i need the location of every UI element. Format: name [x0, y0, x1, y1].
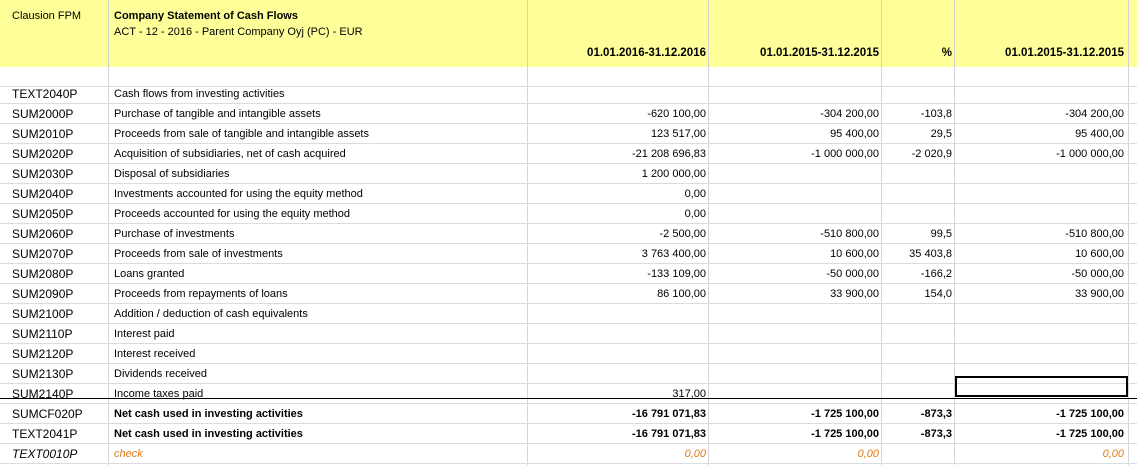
percent-cell[interactable]: [884, 444, 952, 463]
table-row: [0, 424, 1137, 444]
percent-cell[interactable]: [884, 204, 952, 223]
value-2016-cell[interactable]: 86 100,00: [657, 288, 706, 300]
percent-cell[interactable]: -2 020,9: [911, 148, 952, 160]
row-code-cell[interactable]: SUM2060P: [12, 227, 74, 241]
row-code-cell[interactable]: TEXT0010P: [12, 447, 78, 461]
value-2016-cell[interactable]: 0,00: [684, 208, 706, 220]
value-2015-cell[interactable]: [711, 384, 879, 403]
value-2016-cell[interactable]: 3 763 400,00: [641, 248, 706, 260]
value-2015-cell[interactable]: -1 725 100,00: [811, 428, 879, 440]
percent-cell[interactable]: [884, 344, 952, 363]
percent-cell[interactable]: [884, 164, 952, 183]
row-label-cell[interactable]: Cash flows from investing activities: [114, 88, 285, 100]
row-code-cell[interactable]: SUM2030P: [12, 167, 74, 181]
value-2016-cell[interactable]: 123 517,00: [650, 128, 706, 140]
value-2016-cell[interactable]: 0,00: [684, 188, 706, 200]
row-label-cell[interactable]: Addition / deduction of cash equivalents: [114, 308, 308, 320]
row-code-cell[interactable]: SUM2000P: [12, 107, 74, 121]
row-code-cell[interactable]: SUM2070P: [12, 247, 74, 261]
table-row: [0, 104, 1137, 124]
table-row: [0, 84, 1137, 104]
value-2015-cell[interactable]: -50 000,00: [826, 268, 879, 280]
value-2016-cell[interactable]: -620 100,00: [647, 108, 706, 120]
value-2016-cell[interactable]: -2 500,00: [659, 228, 706, 240]
table-row: [0, 184, 1137, 204]
total-rule: [0, 398, 1137, 399]
report-header: [0, 0, 1137, 67]
value-2015-comparison-cell[interactable]: -1 725 100,00: [1056, 428, 1124, 440]
value-2016-cell[interactable]: -133 109,00: [647, 268, 706, 280]
value-2015-cell[interactable]: -1 000 000,00: [811, 148, 879, 160]
value-2016-cell[interactable]: [530, 344, 706, 363]
row-code-cell[interactable]: TEXT2041P: [12, 427, 78, 441]
percent-cell[interactable]: 154,0: [924, 288, 952, 300]
value-2015-cell[interactable]: [711, 84, 879, 103]
value-2015-cell[interactable]: [711, 164, 879, 183]
value-2015-cell[interactable]: 0,00: [857, 448, 879, 460]
percent-cell[interactable]: [884, 304, 952, 323]
row-code-cell[interactable]: SUM2020P: [12, 147, 74, 161]
value-2015-comparison-cell[interactable]: [956, 184, 1124, 203]
table-row: [0, 144, 1137, 164]
table-row: [0, 204, 1137, 224]
row-code-cell[interactable]: SUM2080P: [12, 267, 74, 281]
value-2015-cell[interactable]: 10 600,00: [830, 248, 879, 260]
row-label-cell[interactable]: Income taxes paid: [114, 388, 204, 400]
value-2015-cell[interactable]: [711, 344, 879, 363]
row-label-cell[interactable]: Acquisition of subsidiaries, net of cash acquired: [114, 148, 346, 160]
value-2015-cell[interactable]: [711, 204, 879, 223]
value-2016-cell[interactable]: 0,00: [684, 448, 706, 460]
row-label-cell[interactable]: Investments accounted for using the equity method: [114, 188, 363, 200]
table-row: [0, 124, 1137, 144]
value-2015-comparison-cell[interactable]: -1 725 100,00: [1056, 408, 1124, 420]
row-label-cell[interactable]: Loans granted: [114, 268, 185, 280]
value-2015-comparison-cell[interactable]: -1 000 000,00: [1056, 148, 1124, 160]
percent-cell[interactable]: [884, 84, 952, 103]
value-2015-comparison-cell[interactable]: [956, 204, 1124, 223]
row-label-cell[interactable]: Interest paid: [114, 328, 175, 340]
value-2015-cell[interactable]: -1 725 100,00: [811, 408, 879, 420]
table-row: [0, 444, 1137, 464]
table-row: [0, 404, 1137, 424]
row-label-cell[interactable]: Interest received: [114, 348, 196, 360]
value-2015-comparison-cell[interactable]: [956, 344, 1124, 363]
row-label-cell[interactable]: Proceeds from repayments of loans: [114, 288, 288, 300]
table-row: [0, 304, 1137, 324]
row-code-cell[interactable]: SUMCF020P: [12, 407, 83, 421]
percent-cell[interactable]: [884, 384, 952, 403]
table-row: [0, 324, 1137, 344]
value-2015-comparison-cell[interactable]: -510 800,00: [1065, 228, 1124, 240]
row-label-cell[interactable]: Purchase of investments: [114, 228, 235, 240]
table-row: [0, 164, 1137, 184]
value-2015-comparison-cell[interactable]: [956, 304, 1124, 323]
value-2015-cell[interactable]: [711, 184, 879, 203]
percent-cell[interactable]: [884, 184, 952, 203]
percent-cell[interactable]: 29,5: [930, 128, 952, 140]
value-2015-cell[interactable]: [711, 364, 879, 383]
row-label-cell[interactable]: Net cash used in investing activities: [114, 428, 303, 440]
row-label-cell[interactable]: Proceeds from sale of tangible and intangible assets: [114, 128, 369, 140]
value-2015-comparison-cell[interactable]: [956, 164, 1124, 183]
table-row: [0, 244, 1137, 264]
row-code-cell[interactable]: SUM2120P: [12, 347, 74, 361]
value-2015-comparison-cell[interactable]: [956, 324, 1124, 343]
table-row: [0, 224, 1137, 244]
value-2016-cell[interactable]: -16 791 071,83: [631, 428, 706, 440]
row-code-cell[interactable]: SUM2100P: [12, 307, 74, 321]
percent-cell[interactable]: [884, 364, 952, 383]
percent-cell[interactable]: -873,3: [920, 428, 952, 440]
value-2016-cell[interactable]: [530, 84, 706, 103]
entity-label[interactable]: Clausion FPM: [12, 10, 82, 22]
value-2016-cell[interactable]: [530, 324, 706, 343]
value-2015-cell[interactable]: [711, 324, 879, 343]
column-header-2016[interactable]: 01.01.2016-31.12.2016: [587, 47, 706, 59]
percent-cell[interactable]: [884, 324, 952, 343]
row-label-cell[interactable]: Net cash used in investing activities: [114, 408, 303, 420]
row-label-cell[interactable]: Dividends received: [114, 368, 207, 380]
value-2015-comparison-cell[interactable]: 10 600,00: [1075, 248, 1124, 260]
percent-cell[interactable]: -166,2: [920, 268, 952, 280]
table-row: [0, 344, 1137, 364]
value-2016-cell[interactable]: [530, 304, 706, 323]
report-subtitle[interactable]: ACT - 12 - 2016 - Parent Company Oyj (PC) - EUR: [114, 26, 363, 38]
value-2015-cell[interactable]: [711, 304, 879, 323]
percent-cell[interactable]: -873,3: [920, 408, 952, 420]
value-2015-comparison-cell[interactable]: 95 400,00: [1075, 128, 1124, 140]
row-label-cell[interactable]: Proceeds from sale of investments: [114, 248, 283, 260]
row-label-cell[interactable]: check: [114, 448, 143, 460]
value-2015-cell[interactable]: -304 200,00: [820, 108, 879, 120]
value-2015-comparison-cell[interactable]: -50 000,00: [1071, 268, 1124, 280]
row-code-cell[interactable]: TEXT2040P: [12, 87, 78, 101]
row-code-cell[interactable]: SUM2090P: [12, 287, 74, 301]
column-header-2015-comparison[interactable]: 01.01.2015-31.12.2015: [1005, 47, 1124, 59]
row-label-cell[interactable]: Proceeds accounted for using the equity method: [114, 208, 351, 220]
row-code-cell[interactable]: SUM2010P: [12, 127, 74, 141]
row-code-cell[interactable]: SUM2040P: [12, 187, 74, 201]
value-2016-cell[interactable]: 1 200 000,00: [641, 168, 706, 180]
table-row: [0, 284, 1137, 304]
value-2016-cell[interactable]: -21 208 696,83: [631, 148, 706, 160]
percent-cell[interactable]: 99,5: [930, 228, 952, 240]
value-2015-comparison-cell[interactable]: 33 900,00: [1075, 288, 1124, 300]
value-2015-cell[interactable]: -510 800,00: [820, 228, 879, 240]
column-header-percent[interactable]: %: [941, 47, 952, 59]
value-2015-comparison-cell[interactable]: 0,00: [1102, 448, 1124, 460]
value-2016-cell[interactable]: 317,00: [672, 388, 706, 400]
percent-cell[interactable]: 35 403,8: [909, 248, 952, 260]
row-code-cell[interactable]: SUM2140P: [12, 387, 74, 401]
selected-cell-outline: [955, 376, 1128, 397]
row-code-cell[interactable]: SUM2050P: [12, 207, 74, 221]
value-2016-cell[interactable]: [530, 364, 706, 383]
value-2015-comparison-cell[interactable]: -304 200,00: [1065, 108, 1124, 120]
row-code-cell[interactable]: SUM2130P: [12, 367, 74, 381]
report-title[interactable]: Company Statement of Cash Flows: [114, 10, 298, 22]
row-label-cell[interactable]: Disposal of subsidiaries: [114, 168, 230, 180]
value-2015-cell[interactable]: 33 900,00: [830, 288, 879, 300]
percent-cell[interactable]: -103,8: [920, 108, 952, 120]
value-2016-cell[interactable]: -16 791 071,83: [631, 408, 706, 420]
table-row: [0, 264, 1137, 284]
value-2015-cell[interactable]: 95 400,00: [830, 128, 879, 140]
row-label-cell[interactable]: Purchase of tangible and intangible assets: [114, 108, 321, 120]
column-header-2015[interactable]: 01.01.2015-31.12.2015: [760, 47, 879, 59]
row-code-cell[interactable]: SUM2110P: [12, 327, 73, 341]
value-2015-comparison-cell[interactable]: [956, 84, 1124, 103]
